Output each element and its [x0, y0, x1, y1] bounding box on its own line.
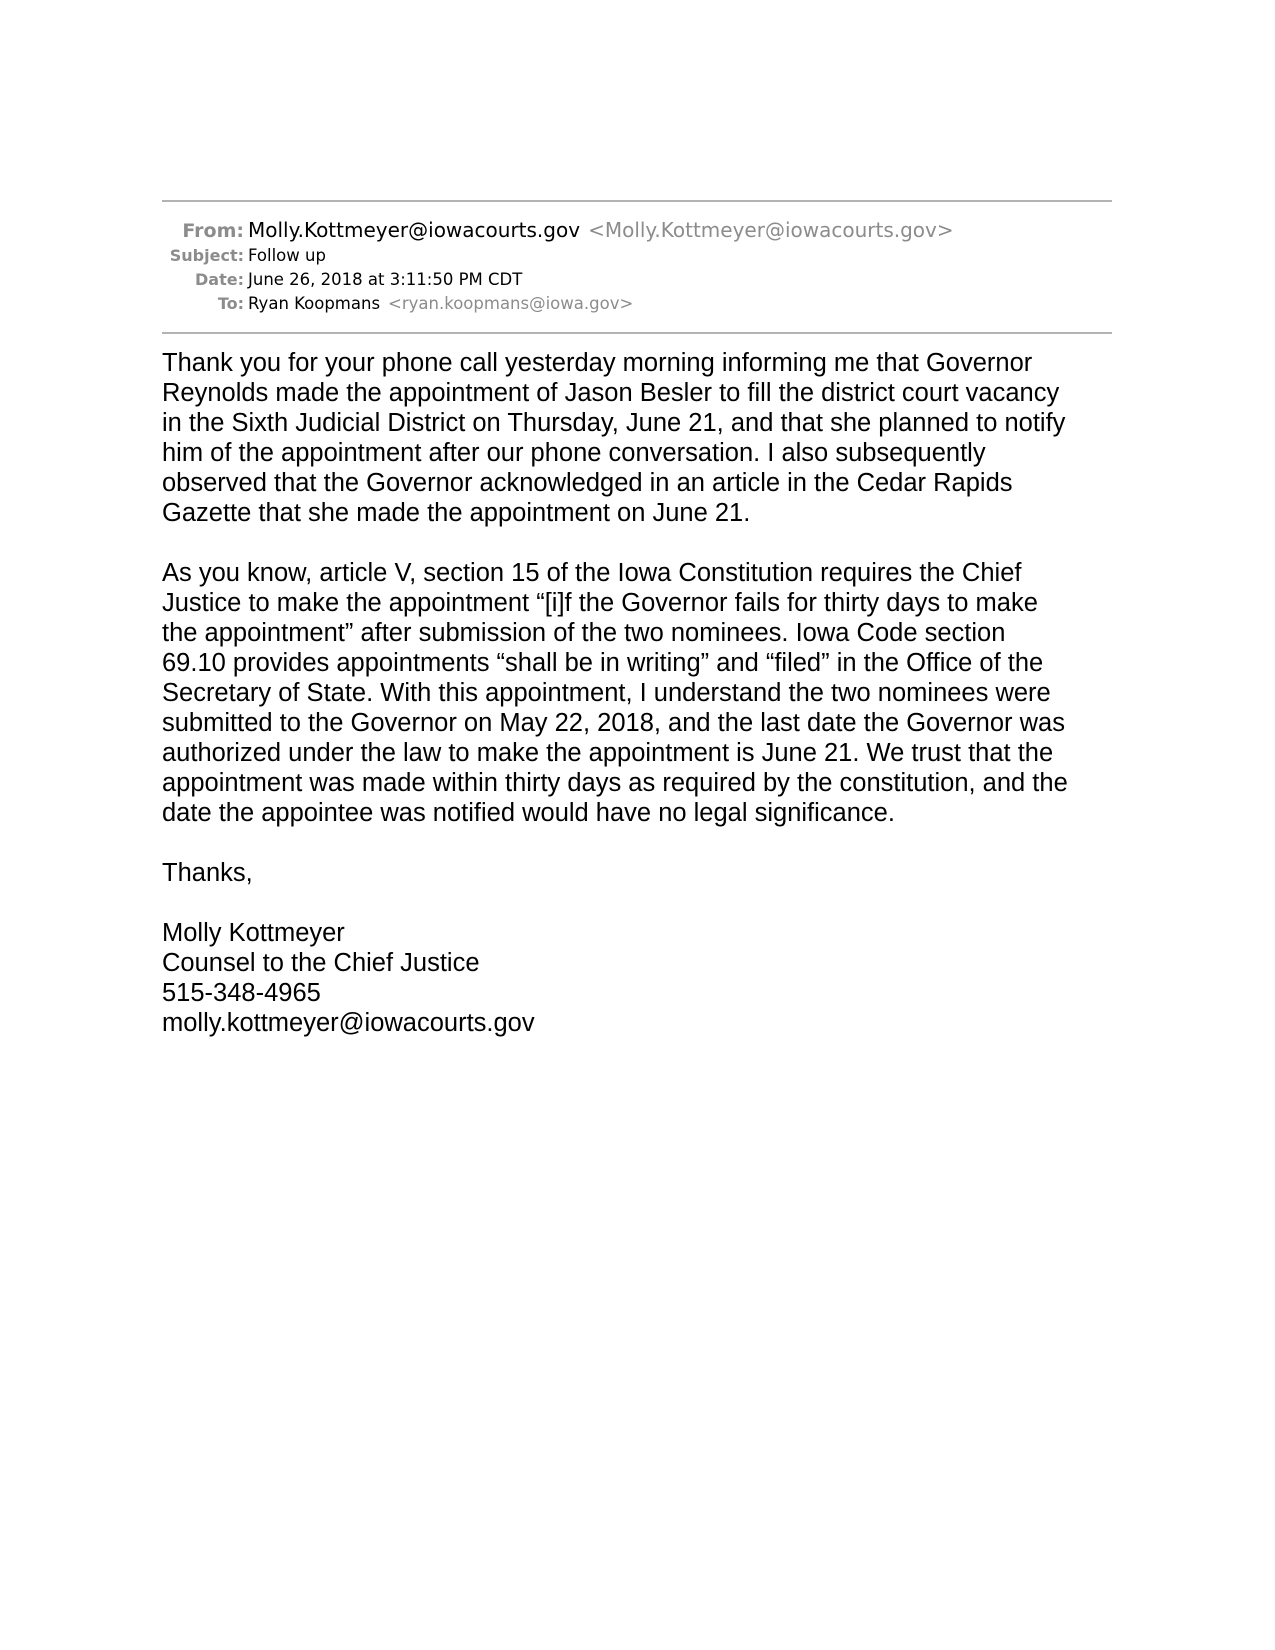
- date-row: [162, 270, 1112, 294]
- signature-block: [162, 918, 1122, 1038]
- body-paragraph-1: Thank you for your phone call yesterday morning informing me that Governor Reynolds made the appointment of Jason Besler to fill the district court vacancy in the Sixth Judicial District on Thursday, June 21, and that she planned to notify him of the appointment after our phone conversation. I also subsequently observed that the Governor acknowledged in an article in the Cedar Rapids Gazette that she made the appointment on June 21.: [162, 349, 1066, 527]
- email-body: [162, 348, 1122, 1038]
- to-row: [162, 294, 1112, 318]
- from-address: Molly.Kottmeyer@iowacourts.gov: [248, 218, 581, 242]
- from-label: From:: [182, 220, 244, 242]
- header-top-divider: [162, 200, 1112, 202]
- to-address: <ryan.koopmans@iowa.gov>: [388, 294, 634, 313]
- from-row: [162, 218, 1112, 246]
- body-closing: Thanks,: [162, 859, 253, 887]
- signature-title: Counsel to the Chief Justice: [162, 949, 480, 977]
- signature-email: molly.kottmeyer@iowacourts.gov: [162, 1009, 535, 1037]
- subject-value: Follow up: [248, 246, 326, 265]
- to-label: To:: [217, 294, 244, 313]
- header-bottom-divider: [162, 332, 1112, 334]
- signature-name: Molly Kottmeyer: [162, 919, 345, 947]
- to-name: Ryan Koopmans: [248, 294, 381, 313]
- signature-phone: 515-348-4965: [162, 979, 321, 1007]
- date-label: Date:: [195, 270, 244, 289]
- from-display-address: <Molly.Kottmeyer@iowacourts.gov>: [588, 218, 954, 242]
- date-value: June 26, 2018 at 3:11:50 PM CDT: [248, 270, 523, 289]
- subject-row: [162, 246, 1112, 270]
- email-header: [162, 218, 1112, 318]
- body-paragraph-2: As you know, article V, section 15 of the Iowa Constitution requires the Chief Justice to make the appointment “[i]f the Governor fails for thirty days to make the appointment” after submission of the two nominees. Iowa Code section 69.10 provides appointments “shall be in writing” and “filed” in the Office of the Secretary of State. With this appointment, I understand the two nominees were submitted to the Governor on May 22, 2018, and the last date the Governor was authorized under the law to make the appointment is June 21. We trust that the appointment was made within thirty days as required by the constitution, and the date the appointee was notified would have no legal significance.: [162, 559, 1068, 827]
- subject-label: Subject:: [169, 246, 244, 265]
